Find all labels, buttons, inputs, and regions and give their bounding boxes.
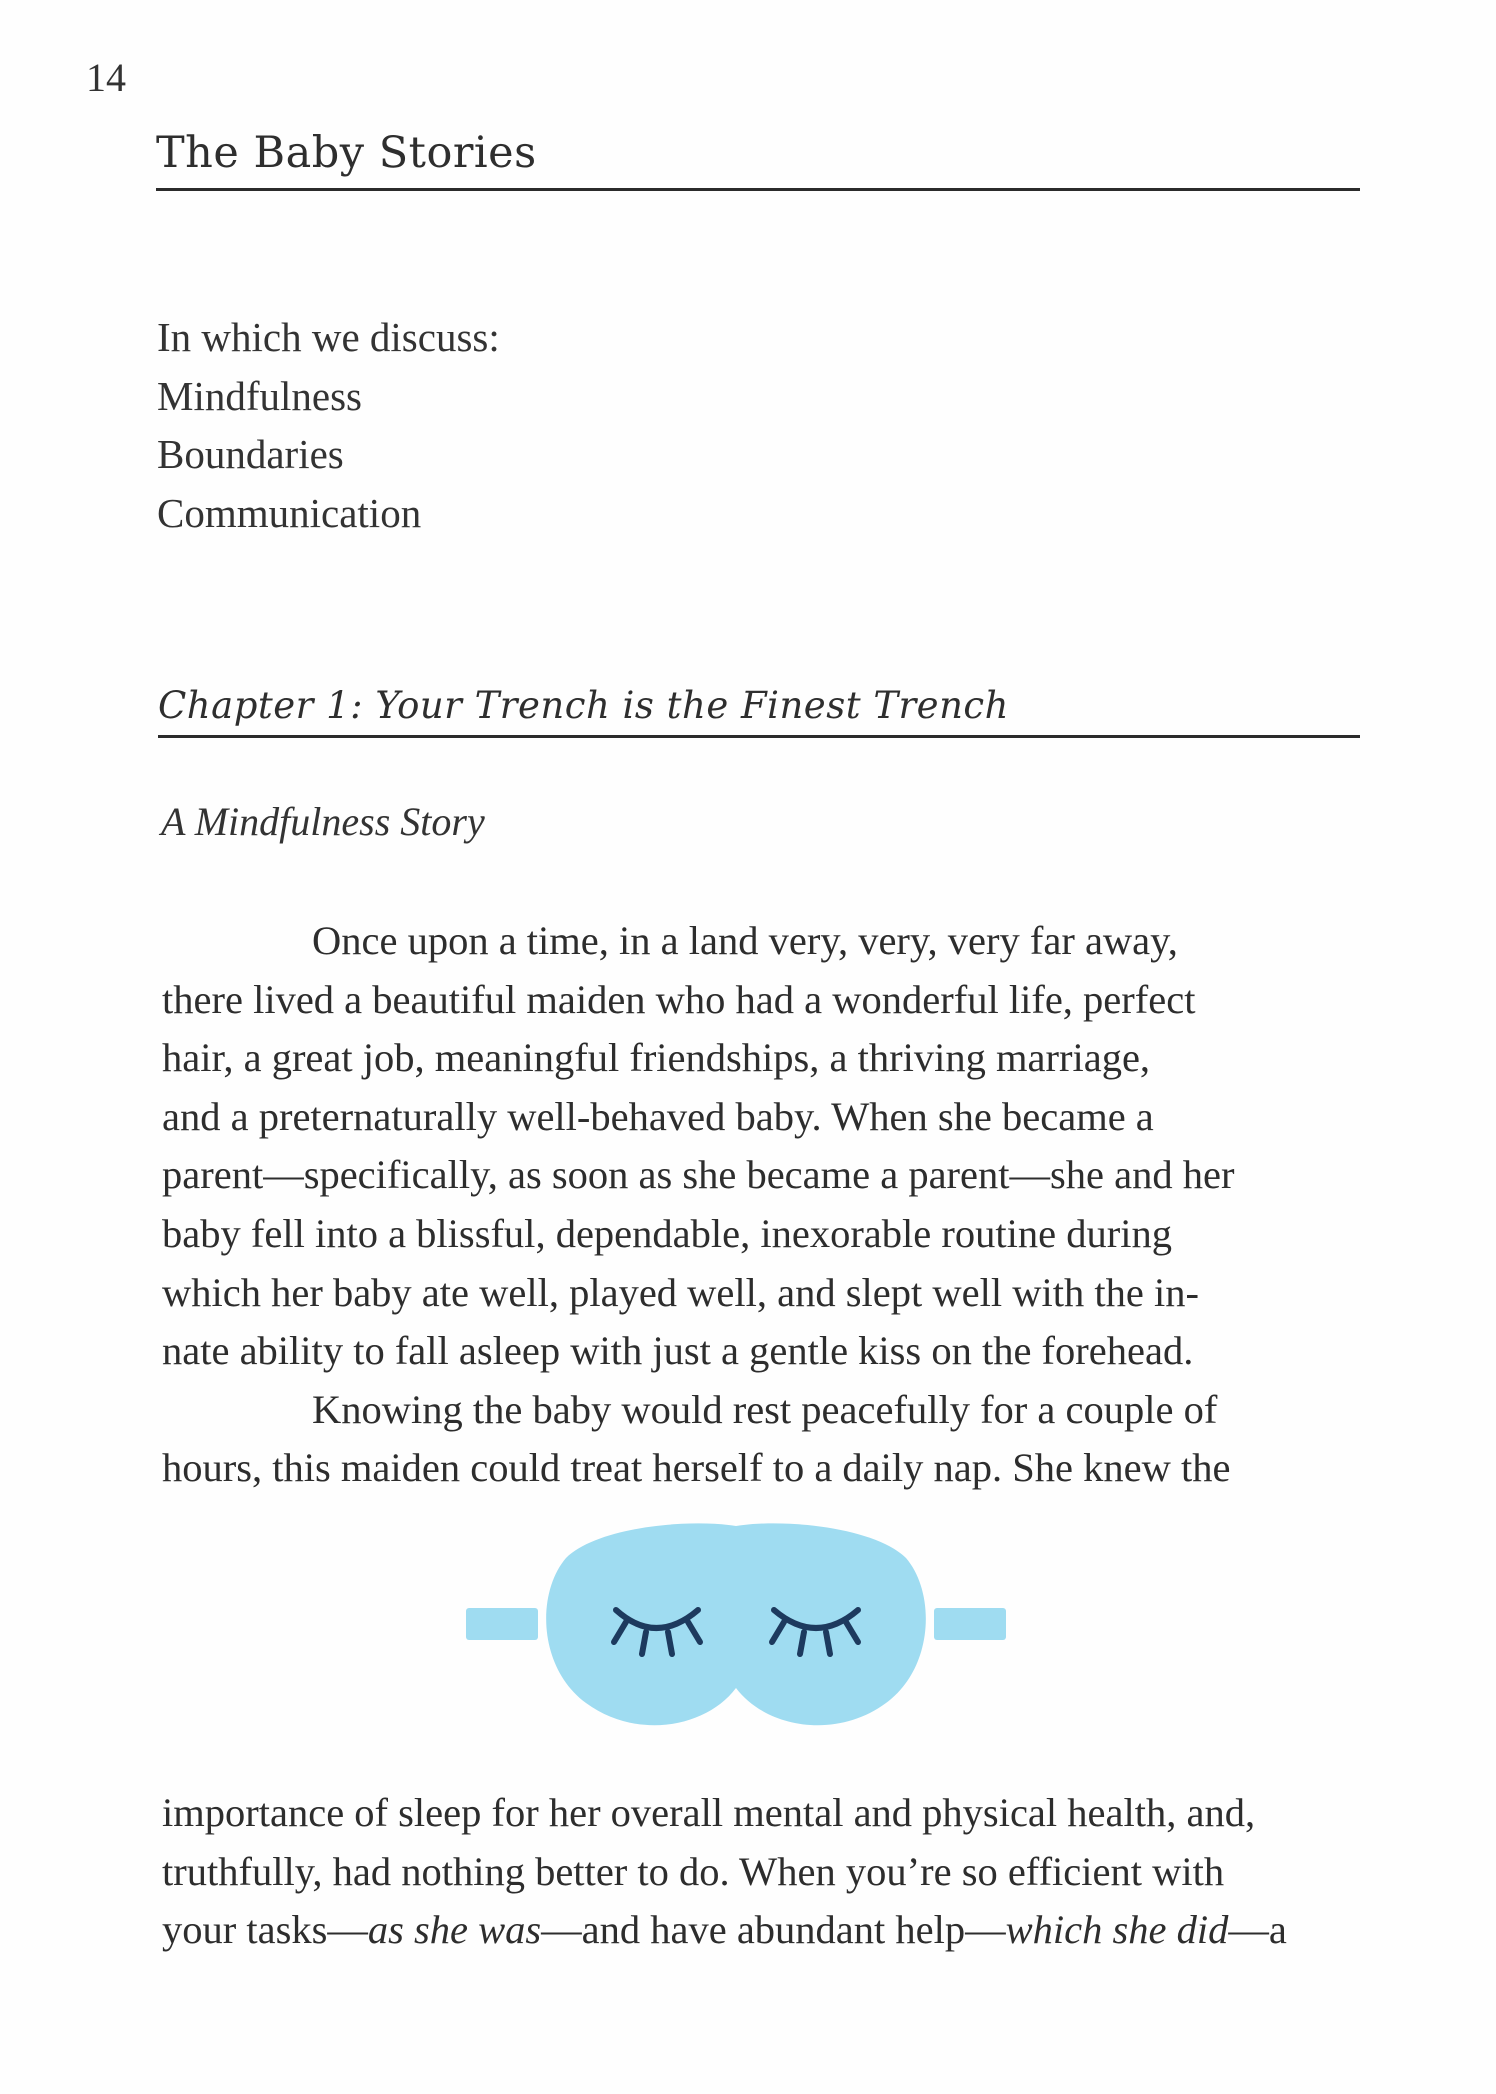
text-line: nate ability to fall asleep with just a gentle kiss on the forehead. [162, 1328, 1194, 1374]
page-number: 14 [86, 55, 126, 100]
chapter-title: Chapter 1: Your Trench is the Finest Trench [158, 684, 1360, 738]
text-span: —and have abundant help— [541, 1907, 1006, 1953]
text-span: your tasks— [162, 1907, 368, 1953]
text-line: hair, a great job, meaningful friendships, a thriving marriage, [162, 1035, 1151, 1081]
section-title: The Baby Stories [156, 128, 1360, 191]
story-paragraph-continued [162, 1784, 1372, 1960]
text-line: and a preternaturally well-behaved baby. When she became a [162, 1093, 1154, 1139]
text-line: there lived a beautiful maiden who had a wonderful life, perfect [162, 976, 1196, 1022]
italic-aside: which she did [1005, 1907, 1229, 1953]
text-line: importance of sleep for her overall mental and physical health, and, [162, 1790, 1256, 1835]
topic-item: Mindfulness [157, 372, 362, 419]
discussion-topics [157, 308, 500, 542]
chapter-subtitle: A Mindfulness Story [161, 799, 485, 844]
italic-aside: as she was [367, 1907, 542, 1953]
text-line: truthfully, had nothing better to do. When you’re so efficient with [162, 1848, 1225, 1894]
text-line: hours, this maiden could treat herself to a daily nap. She knew the [162, 1445, 1231, 1491]
discussion-intro: In which we discuss: [157, 314, 500, 360]
text-span: —a [1228, 1907, 1287, 1953]
story-paragraph-1 [162, 912, 1372, 1498]
text-line: parent—specifically, as soon as she became a parent—she and her [162, 1152, 1235, 1198]
text-line-mixed [162, 1901, 1372, 1960]
text-line: baby fell into a blissful, dependable, inexorable routine during [162, 1210, 1172, 1256]
topic-item: Boundaries [157, 431, 344, 477]
topic-item: Communication [157, 489, 422, 536]
text-line: Knowing the baby would rest peacefully for a couple of [312, 1386, 1218, 1432]
text-line: which her baby ate well, played well, and slept well with the in- [162, 1269, 1199, 1315]
sleep-mask-icon [466, 1518, 1006, 1738]
text-line: Once upon a time, in a land very, very, very far away, [312, 918, 1178, 963]
